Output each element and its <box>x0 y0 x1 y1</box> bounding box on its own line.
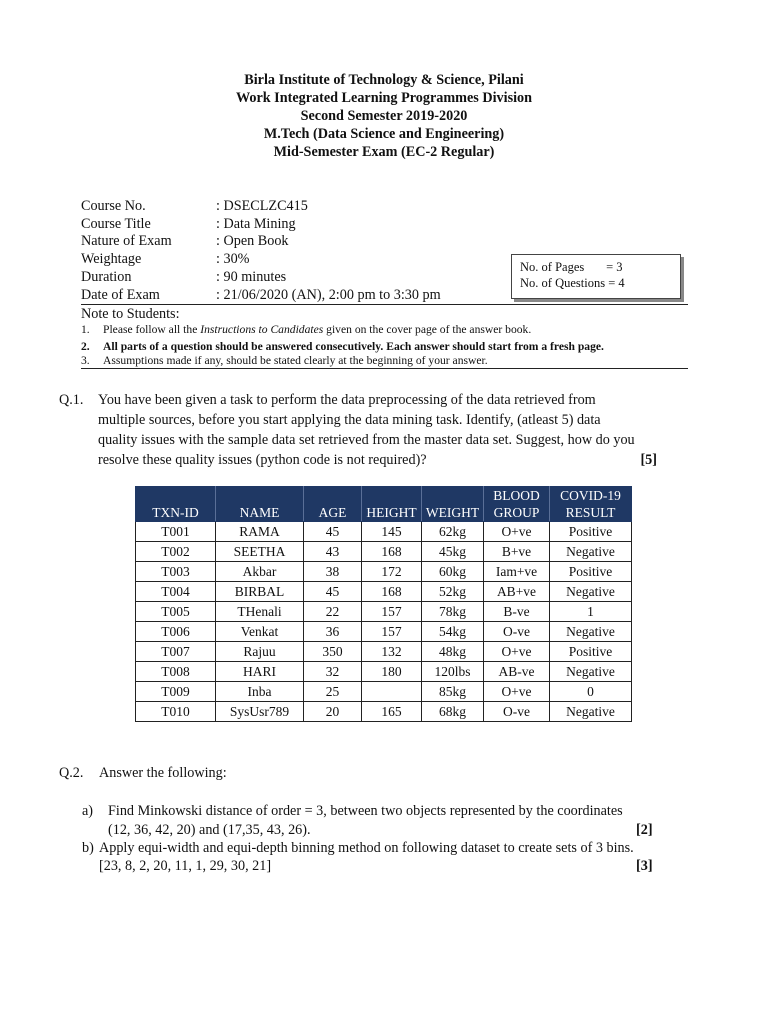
table-header-cell <box>216 487 304 505</box>
q2b-line2: [23, 8, 2, 20, 11, 1, 29, 30, 21] <box>99 858 272 874</box>
note-num: 1. <box>81 323 90 336</box>
table-cell: Negative <box>550 702 632 722</box>
table-cell: AB+ve <box>484 582 550 602</box>
q2-number: Q.2. <box>59 765 84 781</box>
table-cell: 60kg <box>422 562 484 582</box>
q2a-label: a) <box>82 803 94 819</box>
table-cell: Inba <box>216 682 304 702</box>
table-cell: SysUsr789 <box>216 702 304 722</box>
table-cell: 45kg <box>422 542 484 562</box>
table-cell: O+ve <box>484 642 550 662</box>
table-cell: T005 <box>136 602 216 622</box>
table-header-cell <box>136 487 216 505</box>
table-cell: 172 <box>362 562 422 582</box>
table-row <box>136 662 632 682</box>
note-item-1 <box>81 323 691 336</box>
table-cell: 78kg <box>422 602 484 622</box>
weightage-label: Weightage <box>81 251 142 267</box>
table-cell: RAMA <box>216 522 304 542</box>
table-cell: 168 <box>362 542 422 562</box>
table-cell: T001 <box>136 522 216 542</box>
table-header-cell: WEIGHT <box>422 504 484 522</box>
table-cell: 165 <box>362 702 422 722</box>
q2-intro: Answer the following: <box>99 765 227 781</box>
q1-line: You have been given a task to perform the data preprocessing of the data retrieved from <box>98 392 596 408</box>
q1-text <box>98 390 679 470</box>
table-cell: Positive <box>550 522 632 542</box>
table-cell: THenali <box>216 602 304 622</box>
table-cell: 132 <box>362 642 422 662</box>
table-cell: Negative <box>550 542 632 562</box>
q2a-line2: (12, 36, 42, 20) and (17,35, 43, 26). <box>108 822 311 838</box>
table-cell: 32 <box>304 662 362 682</box>
table-header-cell: TXN-ID <box>136 504 216 522</box>
table-cell: Venkat <box>216 622 304 642</box>
table-header-cell: GROUP <box>484 504 550 522</box>
table-cell: O-ve <box>484 622 550 642</box>
table-header-cell: COVID-19 <box>550 487 632 505</box>
table-cell: 0 <box>550 682 632 702</box>
note-item-3 <box>81 354 691 367</box>
course-title-value: : Data Mining <box>216 216 296 232</box>
table-cell: B-ve <box>484 602 550 622</box>
table-header-cell: NAME <box>216 504 304 522</box>
duration-label: Duration <box>81 269 132 285</box>
table-cell: 68kg <box>422 702 484 722</box>
table-cell: 1 <box>550 602 632 622</box>
table-cell: T007 <box>136 642 216 662</box>
table-header-cell <box>422 487 484 505</box>
table-cell: 45 <box>304 582 362 602</box>
table-cell: 157 <box>362 622 422 642</box>
programme: M.Tech (Data Science and Engineering) <box>263 126 505 142</box>
note-text: given on the cover page of the answer book. <box>323 323 532 336</box>
q1-last-line: resolve these quality issues (python code is not required)? <box>98 452 427 468</box>
table-cell: T002 <box>136 542 216 562</box>
course-no-value: : DSECLZC415 <box>216 198 308 214</box>
divider-bottom <box>81 368 688 369</box>
table-cell: 168 <box>362 582 422 602</box>
date-value: : 21/06/2020 (AN), 2:00 pm to 3:30 pm <box>216 287 441 303</box>
table-header-row <box>136 504 632 522</box>
table-cell: AB-ve <box>484 662 550 682</box>
q1-marks: [5] <box>640 452 657 468</box>
note-num: 2. <box>81 340 90 353</box>
q1-line: multiple sources, before you start applying the data mining task. Identify, (atleast 5) data <box>98 412 601 428</box>
table-cell: Negative <box>550 582 632 602</box>
table-cell: 43 <box>304 542 362 562</box>
table-cell: Positive <box>550 642 632 662</box>
table-header-cell: AGE <box>304 504 362 522</box>
table-cell: 120lbs <box>422 662 484 682</box>
table-cell: Positive <box>550 562 632 582</box>
table-cell: 52kg <box>422 582 484 602</box>
nature-label: Nature of Exam <box>81 233 172 249</box>
table-row <box>136 682 632 702</box>
table-cell: 145 <box>362 522 422 542</box>
table-cell: T009 <box>136 682 216 702</box>
table-row <box>136 702 632 722</box>
table-cell: T010 <box>136 702 216 722</box>
table-cell: 157 <box>362 602 422 622</box>
table-cell: 36 <box>304 622 362 642</box>
table-cell: 85kg <box>422 682 484 702</box>
table-cell: 180 <box>362 662 422 682</box>
note-text: Assumptions made if any, should be stated clearly at the beginning of your answer. <box>103 354 488 367</box>
questions-count: No. of Questions = 4 <box>520 276 625 290</box>
exam-title: Mid-Semester Exam (EC-2 Regular) <box>273 144 495 160</box>
semester: Second Semester 2019-2020 <box>300 108 468 124</box>
table-cell: 45 <box>304 522 362 542</box>
pages-count: No. of Pages = 3 <box>520 260 623 274</box>
division-name: Work Integrated Learning Programmes Division <box>235 90 533 106</box>
table-row <box>136 642 632 662</box>
note-text: All parts of a question should be answered consecutively. Each answer should start from a fresh page. <box>103 340 604 353</box>
table-cell: 48kg <box>422 642 484 662</box>
q2b-label: b) <box>82 840 94 856</box>
q2a-line1: Find Minkowski distance of order = 3, between two objects represented by the coordinates <box>108 803 623 819</box>
q1-line <box>98 450 679 470</box>
table-cell: O-ve <box>484 702 550 722</box>
table-cell: T008 <box>136 662 216 682</box>
notes-title: Note to Students: <box>81 306 180 322</box>
table-row <box>136 542 632 562</box>
table-cell: B+ve <box>484 542 550 562</box>
table-cell: O+ve <box>484 522 550 542</box>
table-row <box>136 602 632 622</box>
nature-value: : Open Book <box>216 233 289 249</box>
table-cell: Akbar <box>216 562 304 582</box>
table-cell: BIRBAL <box>216 582 304 602</box>
table-header-cell: BLOOD <box>484 487 550 505</box>
table-cell: 22 <box>304 602 362 622</box>
table-row <box>136 582 632 602</box>
q1-line: quality issues with the sample data set retrieved from the master data set. Suggest, how do you <box>98 432 635 448</box>
table-header-cell: RESULT <box>550 504 632 522</box>
note-item-2 <box>81 340 691 353</box>
table-header-cell: HEIGHT <box>362 504 422 522</box>
table-cell: SEETHA <box>216 542 304 562</box>
note-num: 3. <box>81 354 90 367</box>
course-no-label: Course No. <box>81 198 146 214</box>
table-cell: Negative <box>550 622 632 642</box>
table-cell: Iam+ve <box>484 562 550 582</box>
table-cell: Rajuu <box>216 642 304 662</box>
table-row <box>136 622 632 642</box>
table-header-cell <box>304 487 362 505</box>
table-cell: 62kg <box>422 522 484 542</box>
date-label: Date of Exam <box>81 287 160 303</box>
table-cell: T004 <box>136 582 216 602</box>
table-cell: Negative <box>550 662 632 682</box>
table-cell: 54kg <box>422 622 484 642</box>
table-cell: T003 <box>136 562 216 582</box>
note-italic: Instructions to Candidates <box>200 323 324 336</box>
table-header-row <box>136 487 632 505</box>
duration-value: : 90 minutes <box>216 269 287 285</box>
q2b-marks: [3] <box>636 858 653 874</box>
institute-name: Birla Institute of Technology & Science, Pilani <box>244 72 524 88</box>
table-row <box>136 562 632 582</box>
table-cell: 350 <box>304 642 362 662</box>
table-cell <box>362 682 422 702</box>
table-header-cell <box>362 487 422 505</box>
table-cell: 20 <box>304 702 362 722</box>
note-text: Please follow all the <box>103 323 201 336</box>
q2a-marks: [2] <box>636 822 653 838</box>
exam-header <box>0 71 768 161</box>
q2b-line1: Apply equi-width and equi-depth binning method on following dataset to create sets of 3 bins. <box>99 840 634 856</box>
divider-top <box>81 304 688 305</box>
table-cell: T006 <box>136 622 216 642</box>
pages-box <box>511 254 681 299</box>
table-cell: HARI <box>216 662 304 682</box>
table-cell: 38 <box>304 562 362 582</box>
table-row <box>136 522 632 542</box>
sample-data-table <box>135 486 632 722</box>
weightage-value: : 30% <box>216 251 250 267</box>
table-cell: 25 <box>304 682 362 702</box>
q1-number: Q.1. <box>59 392 84 408</box>
course-title-label: Course Title <box>81 216 151 232</box>
table-cell: O+ve <box>484 682 550 702</box>
